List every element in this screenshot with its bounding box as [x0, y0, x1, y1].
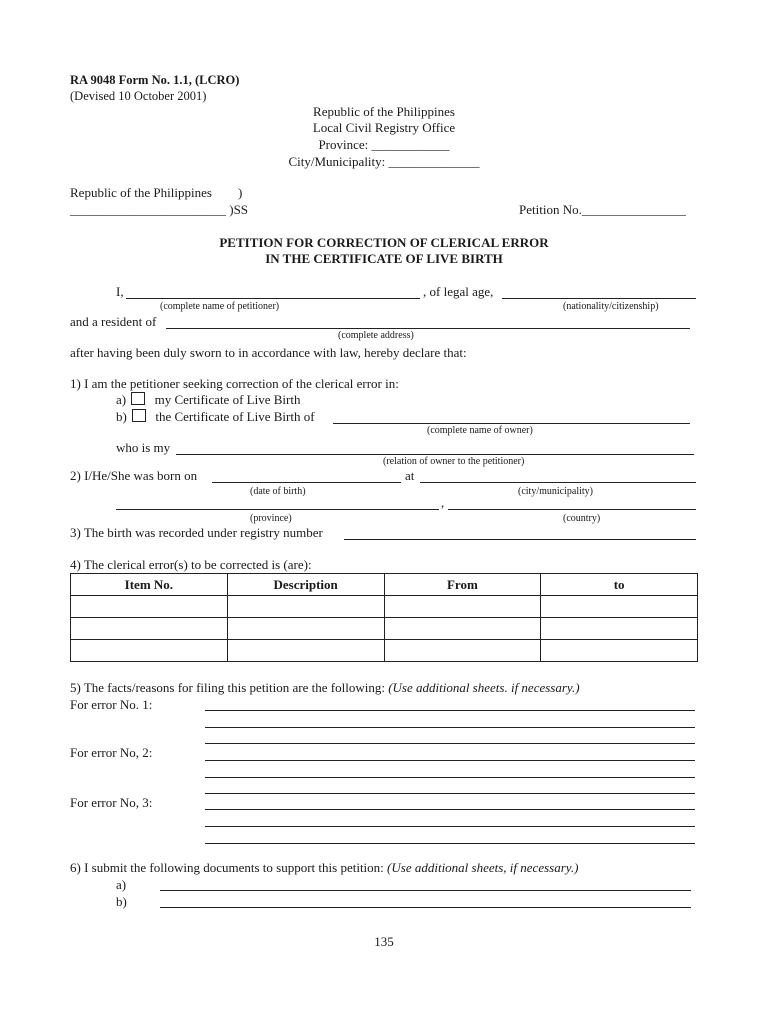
birth-country-field[interactable] [448, 509, 696, 510]
caption-dob: (date of birth) [250, 486, 306, 497]
error1-line[interactable] [205, 743, 695, 744]
error2-line[interactable] [205, 777, 695, 778]
document-b-marker: b) [116, 894, 127, 909]
option-a [116, 392, 300, 408]
table-row [71, 618, 698, 640]
option-b-marker: b) [116, 409, 127, 424]
form-id: RA 9048 Form No. 1.1, (LCRO) [70, 73, 240, 87]
table-cell[interactable] [71, 618, 228, 640]
item5-label: 5) The facts/reasons for filing this petition are the following: [70, 680, 385, 695]
caption-nationality: (nationality/citizenship) [563, 301, 659, 312]
error1-label: For error No. 1: [70, 697, 153, 712]
page-number: 135 [374, 934, 394, 949]
table-cell[interactable] [384, 596, 541, 618]
petition-number: Petition No.________________ [519, 202, 686, 217]
item2-comma: , [441, 495, 445, 510]
owner-name-field[interactable] [333, 423, 690, 424]
table-cell[interactable] [227, 640, 384, 662]
item2-at: at [405, 468, 415, 483]
address-field[interactable] [166, 328, 690, 329]
table-cell[interactable] [541, 640, 698, 662]
item3-text: 3) The birth was recorded under registry number [70, 525, 323, 540]
venue-republic: Republic of the Philippines [70, 185, 212, 200]
table-row [71, 640, 698, 662]
item2-text: 2) I/He/She was born on [70, 468, 198, 483]
document-b-field[interactable] [160, 907, 691, 908]
intro-i-label: I, [116, 284, 124, 299]
caption-relation: (relation of owner to the petitioner) [383, 456, 525, 467]
petitioner-name-field[interactable] [126, 298, 420, 299]
item6-text [70, 860, 578, 876]
nationality-field[interactable] [502, 298, 696, 299]
document-a-field[interactable] [160, 890, 691, 891]
item6-label: 6) I submit the following documents to support this petition: [70, 860, 384, 875]
title-line1: PETITION FOR CORRECTION OF CLERICAL ERROR [219, 235, 549, 250]
clerical-errors-table [70, 573, 698, 662]
resident-label: and a resident of [70, 314, 157, 329]
caption-city: (city/municipality) [518, 486, 593, 497]
venue-paren: ) [238, 185, 243, 200]
title-line2: IN THE CERTIFICATE OF LIVE BIRTH [265, 251, 503, 266]
header-province: Province: ____________ [318, 137, 450, 152]
table-cell[interactable] [71, 640, 228, 662]
header-description: Description [227, 574, 384, 596]
table-cell[interactable] [384, 640, 541, 662]
birth-province-field[interactable] [116, 509, 439, 510]
item1-text: 1) I am the petitioner seeking correction of the clerical error in: [70, 376, 399, 391]
table-cell[interactable] [541, 618, 698, 640]
item5-note: (Use additional sheets. if necessary.) [388, 680, 580, 695]
header-lcro: Local Civil Registry Office [312, 120, 456, 135]
error1-line[interactable] [205, 710, 695, 711]
error3-line[interactable] [205, 826, 695, 827]
caption-petitioner: (complete name of petitioner) [160, 301, 280, 312]
table-cell[interactable] [227, 596, 384, 618]
option-a-marker: a) [116, 392, 127, 407]
birth-city-field[interactable] [420, 482, 696, 483]
document-a-marker: a) [116, 877, 127, 892]
legal-age-label: , of legal age, [423, 284, 494, 299]
caption-province: (province) [250, 513, 292, 524]
item4-text: 4) The clerical error(s) to be corrected is (are): [70, 557, 312, 572]
table-cell[interactable] [227, 618, 384, 640]
item6-note: (Use additional sheets, if necessary.) [387, 860, 579, 875]
error3-line[interactable] [205, 809, 695, 810]
item5-text [70, 680, 580, 696]
date-of-birth-field[interactable] [212, 482, 401, 483]
header-from: From [384, 574, 541, 596]
option-b [116, 409, 315, 425]
error2-line[interactable] [205, 793, 695, 794]
checkbox-own-certificate[interactable] [131, 392, 145, 405]
table-cell[interactable] [384, 618, 541, 640]
option-b-label: the Certificate of Live Birth of [155, 409, 315, 424]
registry-number-field[interactable] [344, 539, 696, 540]
table-cell[interactable] [71, 596, 228, 618]
header-item-no: Item No. [71, 574, 228, 596]
table-header-row [71, 574, 698, 596]
venue-ss: ________________________ )SS [70, 202, 249, 217]
caption-owner: (complete name of owner) [427, 425, 533, 436]
error3-line[interactable] [205, 843, 695, 844]
error2-label: For error No, 2: [70, 745, 153, 760]
error1-line[interactable] [205, 727, 695, 728]
error3-label: For error No, 3: [70, 795, 153, 810]
checkbox-other-certificate[interactable] [132, 409, 146, 422]
header-city: City/Municipality: ______________ [288, 154, 480, 169]
table-cell[interactable] [541, 596, 698, 618]
who-is-my-label: who is my [116, 440, 171, 455]
caption-country: (country) [563, 513, 601, 524]
relation-field[interactable] [176, 454, 694, 455]
error2-line[interactable] [205, 760, 695, 761]
header-republic: Republic of the Philippines [313, 104, 455, 119]
caption-address: (complete address) [338, 330, 414, 341]
sworn-statement: after having been duly sworn to in accordance with law, hereby declare that: [70, 345, 467, 360]
table-row [71, 596, 698, 618]
revision-date: (Devised 10 October 2001) [70, 89, 207, 103]
header-to: to [541, 574, 698, 596]
option-a-label: my Certificate of Live Birth [154, 392, 301, 407]
